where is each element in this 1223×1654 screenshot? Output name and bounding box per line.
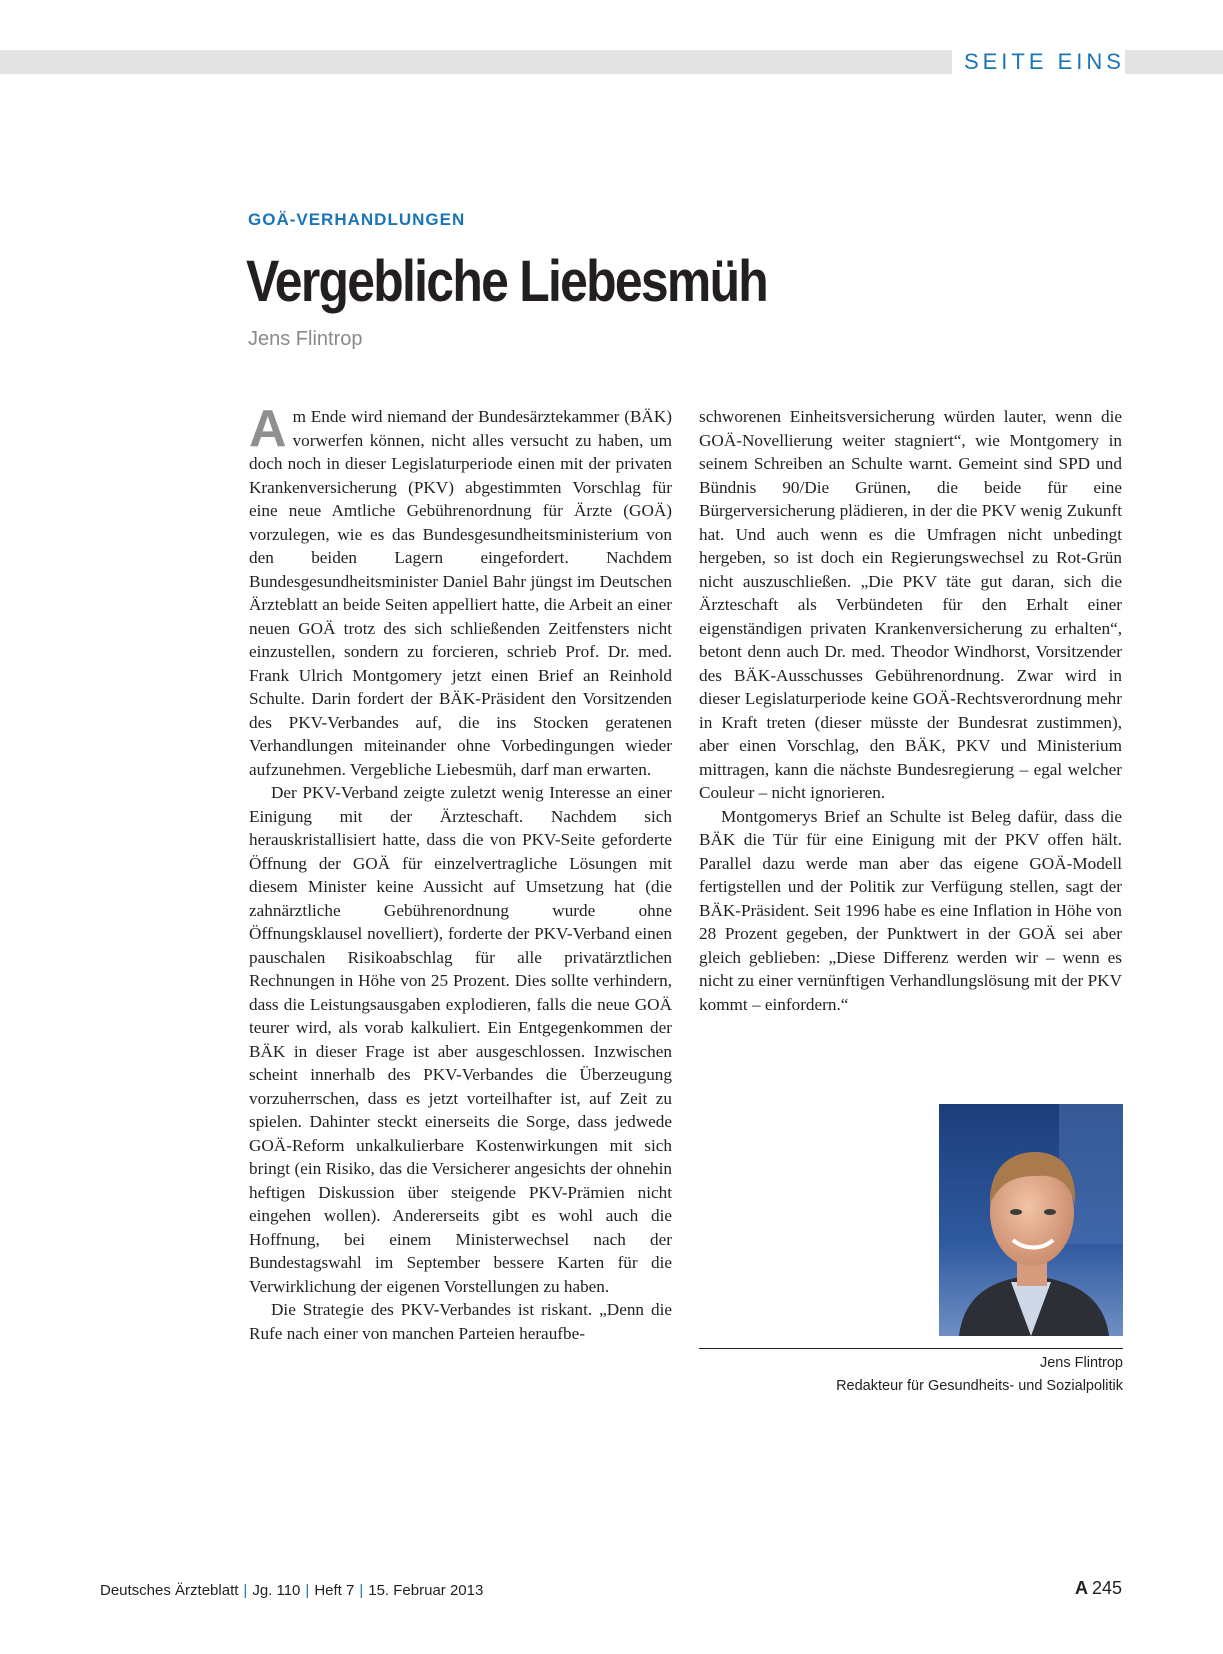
caption-name: Jens Flintrop <box>1039 1355 1123 1371</box>
author-portrait-image <box>939 1104 1123 1336</box>
paragraph-4: Montgomerys Brief an Schulte ist Beleg dafür, dass die BÄK die Tür für eine Einigung mit der PKV offen hält. Parallel dazu werde man aber das eigene GOÄ-Modell fertigstellen und der Politik zur Verfügung stellen, sagt der BÄK-Präsident. Seit 1996 habe es eine Inflation in Höhe von 28 Prozent gegeben, der Punktwert in der GOÄ sei aber gleich geblieben: „Diese Differenz werden wir – wenn es nicht zu einer vernünftigen Verhandlungslösung mit der PKV kommt – einfordern.“ <box>699 806 1122 1014</box>
paragraph-1 <box>249 400 672 781</box>
page-number-prefix: A <box>1074 1578 1088 1598</box>
article-column-left <box>249 400 672 1345</box>
section-label: SEITE EINS <box>952 48 1125 76</box>
article-headline: Vergebliche Liebesmüh <box>246 249 768 314</box>
paragraph-1-text: m Ende wird niemand der Bundesärztekammer (BÄK) vorwerfen können, nicht alles versucht zu haben, um doch noch in dieser Legislaturperiode einen mit der privaten Krankenversicherung (PKV) abgestimmten Vorschlag für eine neue Amtliche Gebührenordnung für Ärzte (GOÄ) vorzulegen, wie es das Bundesgesundheitsministerium von den beiden Lagern eingefordert. Nachdem Bundesgesundheitsminister Daniel Bahr jüngst im Deutschen Ärzteblatt an beide Seiten appelliert hatte, die Arbeit an einer neuen GOÄ trotz des sich schließenden Zeitfensters nicht einzustellen, sondern zu forcieren, schrieb Prof. Dr. med. Frank Ulrich Montgomery jetzt einen Brief an Reinhold Schulte. Darin fordert der BÄK-Präsident den Vorsitzenden des PKV-Verbandes auf, die ins Stocken geratenen Verhandlungen miteinander ohne Vorbedingungen wieder aufzunehmen. Vergebliche Liebesmüh, darf man erwarten. <box>249 407 672 779</box>
caption-role: Redakteur für Gesundheits- und Sozialpolitik <box>836 1378 1123 1394</box>
paragraph-3-start: Die Strategie des PKV-Verbandes ist riskant. „Denn die Rufe nach einer von manchen Parteien heraufbe- <box>249 1300 672 1343</box>
footer-publication: Deutsches Ärzteblatt <box>100 1582 239 1599</box>
author-photo <box>939 1104 1123 1336</box>
footer-separator: | <box>243 1582 248 1599</box>
paragraph-2: Der PKV-Verband zeigte zuletzt wenig Interesse an einer Einigung mit der Ärzteschaft. Nachdem sich herauskristallisiert hatte, dass die von PKV-Seite geforderte Öffnung der GOÄ für einzelvertragliche Lösungen mit diesem Minister keine Aussicht auf Umsetzung hat (die zahnärztliche Gebührenordnung wurde ohne Öffnungsklausel novelliert), forderte der PKV-Verband einen pauschalen Risikoabschlag für alle privatärztlichen Rechnungen in Höhe von 25 Prozent. Dies sollte verhindern, dass die Leistungsausgaben explodieren, falls die neue GOÄ teurer wird, als vorab kalkuliert. Ein Entgegenkommen der BÄK in dieser Frage ist aber ausgeschlossen. Inzwischen scheint innerhalb des PKV-Verbandes die Überzeugung vorzuherrschen, dass es jetzt vorteilhafter ist, auf Zeit zu spielen. Dahinter steckt einerseits die Sorge, dass jedwede GOÄ-Reform unkalkulierbare Kostenwirkungen mit sich bringt (ein Risiko, das die Versicherer angesichts der ohnehin heftigen Diskussion über steigende PKV-Prämien nicht eingehen wollen). Andererseits gibt es wohl auch die Hoffnung, bei einem Ministerwechsel nach der Bundestagswahl im September bessere Karten für die Verwirklichung der eigenen Vorstellungen zu haben. <box>249 783 672 1296</box>
article-author: Jens Flintrop <box>248 328 363 350</box>
page-number-value: 245 <box>1091 1578 1122 1598</box>
page-number <box>1075 1578 1122 1599</box>
drop-cap: A <box>249 400 287 458</box>
article-kicker: GOÄ-VERHANDLUNGEN <box>248 210 466 229</box>
footer-separator: | <box>359 1582 364 1599</box>
photo-caption <box>836 1352 1123 1398</box>
caption-divider <box>699 1348 1123 1349</box>
footer-issue: Heft 7 <box>314 1582 355 1599</box>
footer-volume: Jg. 110 <box>252 1582 301 1599</box>
article-column-right <box>699 405 1122 1016</box>
footer-date: 15. Februar 2013 <box>368 1582 484 1599</box>
footer-separator: | <box>305 1582 310 1599</box>
paragraph-3-continued: schworenen Einheitsversicherung würden lauter, wenn die GOÄ-Novellierung weiter stagniert“, wie Montgomery in seinem Schreiben an Schulte warnt. Gemeint sind SPD und Bündnis 90/Die Grünen, die beide für eine Bürgerversicherung plädieren, in der die PKV wenig Zukunft hat. Und auch wenn es die Umfragen nicht unbedingt hergeben, so ist doch ein Regierungswechsel zu Rot-Grün nicht auszuschließen. „Die PKV täte gut daran, sich die Ärzteschaft als Verbündeten für den Erhalt einer eigenständigen privaten Krankenversicherung zu erhalten“, betont denn auch Dr. med. Theodor Windhorst, Vorsitzender des BÄK-Ausschusses Gebührenordnung. Zwar wird in dieser Legislaturperiode keine GOÄ-Rechtsverordnung mehr in Kraft treten (dieser müsste der Bundesrat zustimmen), aber einen Vorschlag, den BÄK, PKV und Ministerium mittragen, kann die nächste Bundesregierung – egal welcher Couleur – nicht ignorieren. <box>699 407 1122 802</box>
page-footer <box>100 1582 483 1599</box>
